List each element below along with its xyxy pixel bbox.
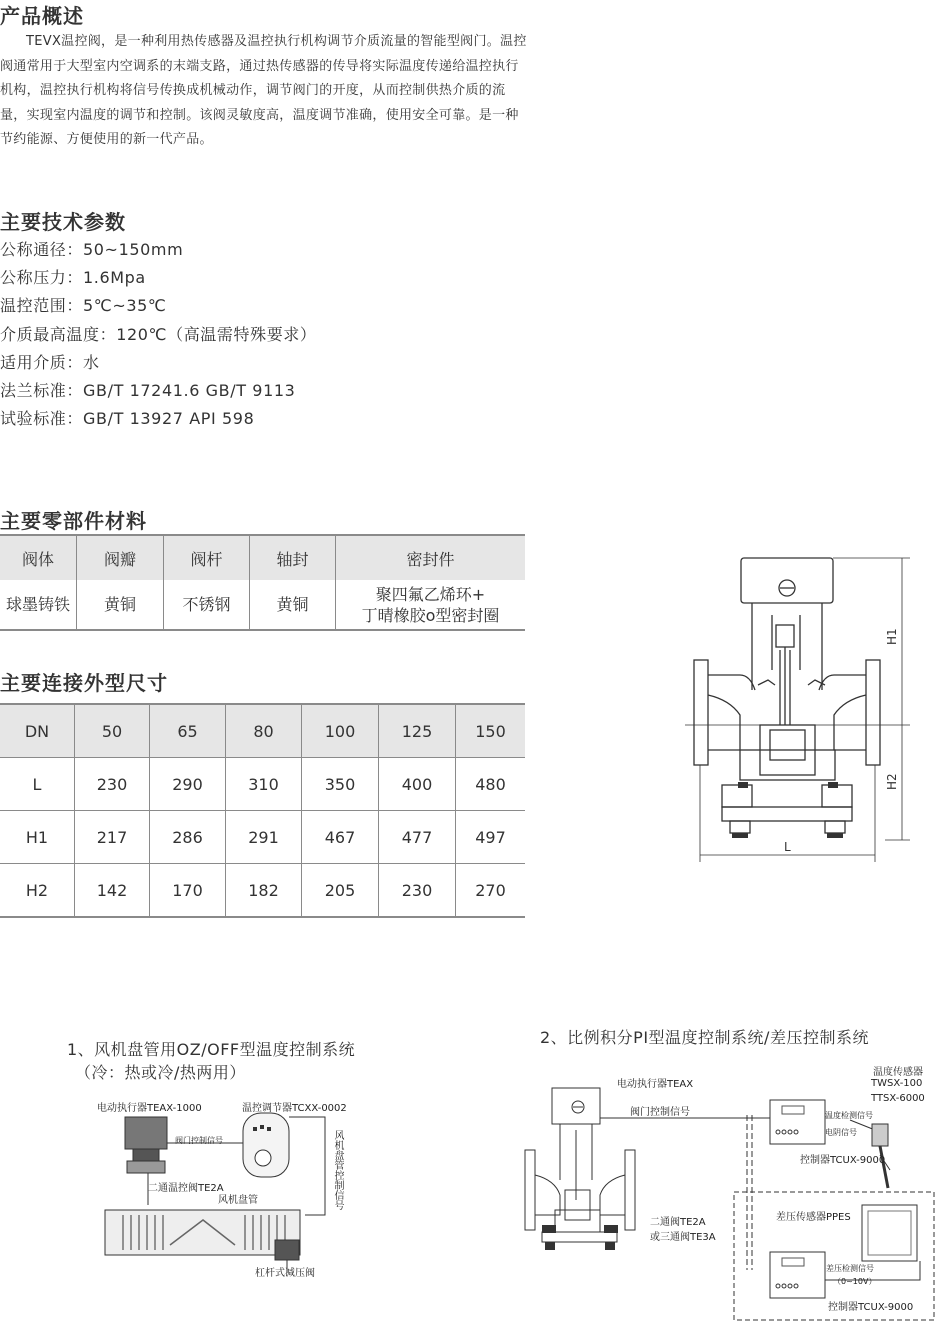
system1-title: 1、风机盘管用OZ/OFF型温度控制系统 — [67, 1040, 356, 1059]
table-header-cell: 80 — [226, 704, 302, 758]
table-cell: 480 — [456, 758, 526, 811]
dimensions-table — [0, 703, 525, 918]
regulator-box — [243, 1113, 289, 1177]
sys2-power-signal: 电阴信号 — [825, 1128, 857, 1137]
table-row — [0, 580, 525, 630]
sys2-dp-detect-signal: 差压检测信号 — [826, 1264, 874, 1273]
table-cell: 350 — [302, 758, 379, 811]
system1-subtitle: （冷：热或冷/热两用） — [75, 1063, 246, 1082]
sys2-valve-signal: 阀门控制信号 — [630, 1107, 690, 1118]
seal-line: 聚四氟乙烯环+ — [375, 584, 486, 604]
table-row — [0, 811, 525, 864]
table-cell: L — [0, 758, 75, 811]
sys2-dp-range: （0~10V） — [833, 1277, 877, 1286]
table-cell: 黄铜 — [250, 580, 336, 630]
table-cell: H2 — [0, 864, 75, 918]
sys1-two-way-valve: 二通温控阀TE2A — [148, 1183, 224, 1194]
sys1-regulator-label: 温控调节器TCXX-0002 — [242, 1103, 347, 1114]
spec-list — [0, 236, 317, 433]
table-cell: 205 — [302, 864, 379, 918]
table-cell: 230 — [75, 758, 150, 811]
table-row — [0, 758, 525, 811]
spec-item: 公称压力：1.6Mpa — [0, 268, 146, 288]
dim-label-l: L — [784, 840, 791, 854]
table-header-row — [0, 535, 525, 580]
table-cell: 142 — [75, 864, 150, 918]
sys2-two-way-label: 二通阀TE2A — [650, 1217, 706, 1228]
actuator-box — [125, 1117, 167, 1149]
spec-item: 温控范围：5℃~35℃ — [0, 296, 167, 316]
sys1-valve-signal: 阀门控制信号 — [175, 1136, 223, 1145]
sys2-actuator-label: 电动执行器TEAX — [617, 1079, 694, 1090]
table-cell: 291 — [226, 811, 302, 864]
table-header-cell: 150 — [456, 704, 526, 758]
table-cell: 497 — [456, 811, 526, 864]
dim-label-h1: H1 — [885, 628, 899, 645]
table-cell: 球墨铸铁 — [0, 580, 77, 630]
sys2-controller-label: 控制器TCUX-9000 — [800, 1155, 886, 1166]
sys2-controller2-label: 控制器TCUX-9000 — [828, 1302, 914, 1313]
dimensions-heading: 主要连接外型尺寸 — [0, 671, 168, 695]
sys2-dp-sensor-label: 差压传感器PPES — [776, 1212, 851, 1223]
table-header-cell: 100 — [302, 704, 379, 758]
table-cell: 182 — [226, 864, 302, 918]
seal-line: 丁晴橡胶o型密封圈 — [361, 605, 500, 625]
sys1-fan-signal: 风机盘管控制信号 — [332, 1130, 343, 1210]
table-cell: 310 — [226, 758, 302, 811]
table-header-cell: 阀瓣 — [77, 535, 164, 580]
system2-title: 2、比例积分PI型温度控制系统/差压控制系统 — [540, 1028, 869, 1047]
table-row — [0, 864, 525, 918]
table-header-cell: 阀体 — [0, 535, 77, 580]
sys2-sensor-model2: TTSX-6000 — [871, 1093, 925, 1104]
spec-item: 介质最高温度：120℃（高温需特殊要求） — [0, 324, 317, 344]
table-cell: H1 — [0, 811, 75, 864]
specs-heading: 主要技术参数 — [0, 210, 126, 234]
sys2-three-way-label: 或三通阀TE3A — [650, 1232, 716, 1243]
materials-table — [0, 534, 525, 631]
spec-item: 公称通径：50~150mm — [0, 240, 184, 259]
spec-item: 试验标准：GB/T 13927 API 598 — [0, 409, 255, 429]
spec-item: 法兰标准：GB/T 17241.6 GB/T 9113 — [0, 381, 296, 401]
table-header-row — [0, 704, 525, 758]
sys1-fan-coil: 风机盘管 — [218, 1195, 258, 1206]
table-cell: 不锈钢 — [164, 580, 250, 630]
fan-coil-box — [105, 1210, 300, 1255]
sys1-lever-valve: 杠杆式减压阀 — [255, 1268, 315, 1279]
table-header-cell: 50 — [75, 704, 150, 758]
table-cell: 467 — [302, 811, 379, 864]
sys1-actuator-label: 电动执行器TEAX-1000 — [97, 1103, 202, 1114]
table-header-cell: 65 — [150, 704, 226, 758]
table-cell: 400 — [379, 758, 456, 811]
overview-text: TEVX温控阀，是一种利用热传感器及温控执行机构调节介质流量的智能型阀门。温控阀通常用于大型室内空调系的末端支路，通过热传感器的传导将实际温度传递给温控执行机构，温控执行机构将信号传换成机械动作，调节阀门的开度，从而控制供热介质的流量，实现室内温度的调节和控制。该阀灵敏度高，温度调节准确，使用安全可靠。是一种节约能源、方便使用的新一代产品。 — [0, 34, 527, 147]
spec-item: 适用介质：水 — [0, 352, 100, 372]
table-cell: 477 — [379, 811, 456, 864]
overview-heading: 产品概述 — [0, 4, 84, 28]
table-header-cell: 轴封 — [250, 535, 336, 580]
dim-label-h2: H2 — [885, 773, 899, 790]
sys2-actuator-box — [552, 1088, 600, 1124]
materials-heading: 主要零部件材料 — [0, 509, 147, 533]
table-header-cell: 密封件 — [336, 535, 526, 580]
table-header-cell: 125 — [379, 704, 456, 758]
sys2-temp-sensor: 温度传感器 — [873, 1067, 923, 1078]
table-cell: 黄铜 — [77, 580, 164, 630]
table-cell: 290 — [150, 758, 226, 811]
table-cell: 170 — [150, 864, 226, 918]
table-cell: 217 — [75, 811, 150, 864]
table-cell: 230 — [379, 864, 456, 918]
table-cell: 286 — [150, 811, 226, 864]
table-header-cell: DN — [0, 704, 75, 758]
valve-dimension-drawing — [680, 550, 920, 865]
sys2-sensor-model1: TWSX-100 — [871, 1078, 923, 1089]
table-header-cell: 阀杆 — [164, 535, 250, 580]
table-cell: 270 — [456, 864, 526, 918]
dp-sensor-box — [862, 1205, 917, 1261]
sys2-temp-detect-signal: 温度检测信号 — [825, 1111, 873, 1120]
table-cell — [336, 580, 526, 630]
